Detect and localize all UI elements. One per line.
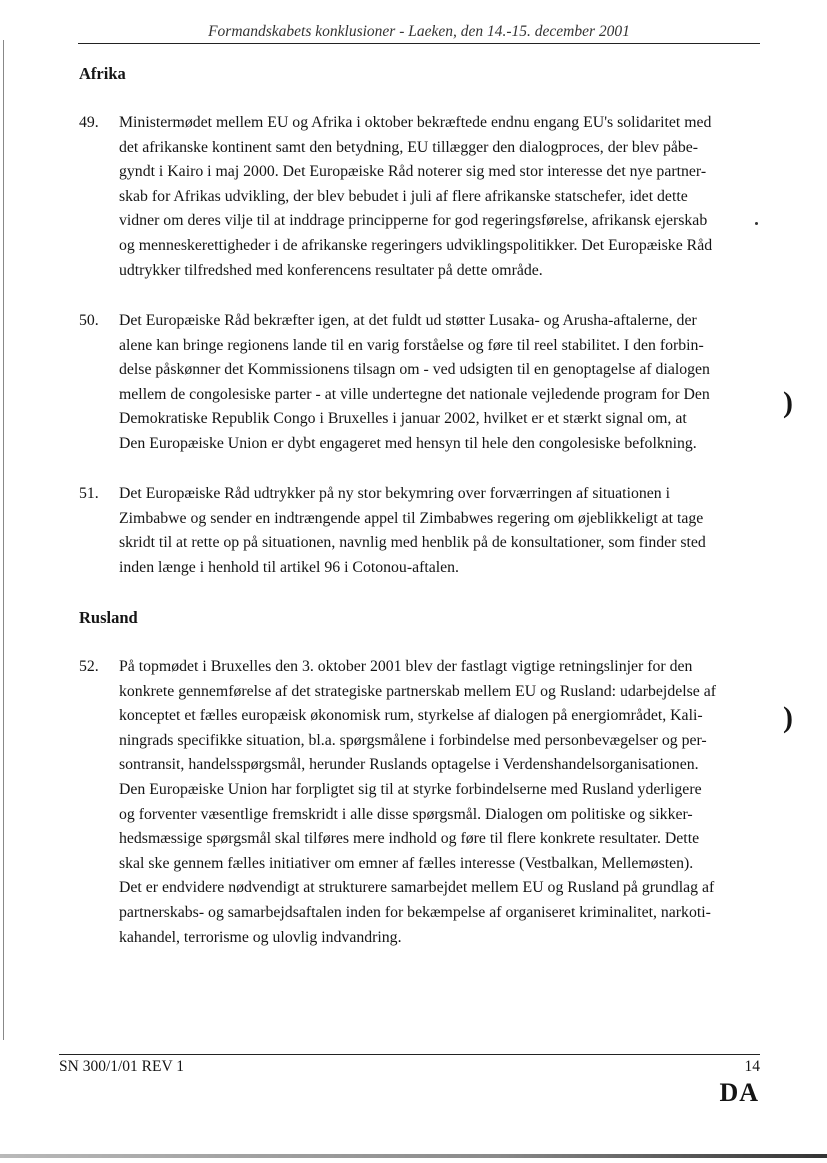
paragraph-body [119, 482, 761, 580]
text-line: konkrete gennemførelse af det strategiske partnerskab mellem EU og Rusland: udarbejdelse af [119, 682, 716, 700]
paragraph-number: 52. [79, 658, 99, 675]
scan-speck [755, 222, 758, 225]
text-line: sontransit, handelsspørgsmål, herunder Ruslands optagelse i Verdenshandelsorganisationen. [119, 756, 699, 774]
text-line: udtrykker tilfredshed med konferencens resultater på dette område. [119, 261, 543, 279]
text-line: Det er endvidere nødvendigt at strukturere samarbejdet mellem EU og Rusland på grundlag af [119, 879, 715, 897]
text-line: ningrads specifikke situation, bl.a. spørgsmålene i forbindelse med personbevægelser og per- [119, 731, 707, 749]
paragraph-number: 50. [79, 312, 99, 329]
text-line: og menneskerettigheder i de afrikanske regeringers udviklingspolitikker. Det Europæiske Råd [119, 236, 713, 254]
scan-margin-line [3, 40, 4, 1040]
text-line: Demokratiske Republik Congo i Bruxelles i januar 2002, hvilket er et stærkt signal om, at [119, 410, 687, 428]
document-reference: SN 300/1/01 REV 1 [59, 1058, 185, 1075]
text-line: skab for Afrikas udvikling, der blev bebudet i juli af flere afrikanske statschefer, idet dette [119, 187, 688, 205]
text-line: Det Europæiske Råd bekræfter igen, at det fuldt ud støtter Lusaka- og Arusha-aftalerne, der [119, 312, 697, 329]
text-line: Det Europæiske Råd udtrykker på ny stor bekymring over forværringen af situationen i [119, 485, 671, 502]
text-line: og forventer væsentlige fremskridt i alle disse spørgsmål. Dialogen om politiske og sikker- [119, 805, 693, 823]
text-line: partnerskabs- og samarbejdsaftalen inden for bekæmpelse af organiseret kriminalitet, narkoti- [119, 903, 711, 921]
change-bar-mark: ) [783, 701, 793, 734]
text-line: Den Europæiske Union er dybt engageret med hensyn til hele den congolesiske befolkning. [119, 434, 697, 452]
paragraph-body [119, 111, 761, 283]
page-number: 14 [744, 1058, 760, 1075]
scan-edge [0, 1154, 827, 1158]
text-line: gyndt i Kairo i maj 2000. Det Europæiske Råd noterer sig med stor interesse det nye partner- [119, 163, 707, 181]
text-line: kahandel, terrorisme og ulovlig indvandring. [119, 928, 402, 946]
section-heading-rusland: Rusland [79, 608, 138, 627]
text-line: alene kan bringe regionens lande til en varig forståelse og føre til reel stabilitet. I den forbin- [119, 336, 704, 354]
text-line: det afrikanske kontinent samt den betydning, EU tillægger den dialogproces, der blev påbe- [119, 138, 699, 156]
paragraph-body [119, 655, 761, 950]
text-line: delse påskønner det Kommissionens tilsagn om - ved udsigten til en genoptagelse af dialogen [119, 361, 710, 379]
text-line: På topmødet i Bruxelles den 3. oktober 2001 blev der fastlagt vigtige retningslinjer for den [119, 658, 693, 675]
text-line: inden længe i henhold til artikel 96 i Cotonou-aftalen. [119, 558, 460, 576]
text-line: vidner om deres vilje til at inddrage principperne for god regeringsførelse, afrikansk ejerskab [119, 212, 708, 230]
running-header: Formandskabets konklusioner - Laeken, den 14.-15. december 2001 [78, 21, 760, 44]
text-line: skal ske gennem fælles initiativer om emner af fælles interesse (Vestbalkan, Mellemøsten). [119, 854, 694, 872]
text-line: Den Europæiske Union har forpligtet sig til at styrke forbindelserne med Rusland yderligere [119, 780, 702, 798]
paragraph-52 [79, 655, 761, 950]
change-bar-mark: ) [783, 386, 793, 419]
paragraph-49 [79, 111, 761, 283]
paragraph-body [119, 309, 761, 457]
text-line: Ministermødet mellem EU og Afrika i oktober bekræftede endnu engang EU's solidaritet med [119, 114, 712, 131]
paragraph-51 [79, 482, 761, 580]
language-code: DA [719, 1078, 759, 1107]
text-line: hedsmæssige spørgsmål skal tilføres mere indhold og føre til flere konkrete resultater. Dette [119, 830, 700, 848]
paragraph-number: 49. [79, 114, 99, 131]
text-line: konceptet et fælles europæisk økonomisk rum, styrkelse af dialogen på energiområdet, Kali- [119, 707, 703, 725]
text-line: skridt til at rette op på situationen, navnlig med henblik på de konsultationer, som finder sted [119, 534, 706, 552]
section-heading-afrika: Afrika [79, 64, 126, 83]
text-line: mellem de congolesiske parter - at ville undertegne det nationale vejledende program for Den [119, 385, 710, 403]
footer-rule [59, 1054, 760, 1055]
paragraph-50 [79, 309, 761, 457]
paragraph-number: 51. [79, 485, 99, 502]
text-line: Zimbabwe og sender en indtrængende appel til Zimbabwes regering om øjeblikkeligt at tage [119, 509, 704, 527]
